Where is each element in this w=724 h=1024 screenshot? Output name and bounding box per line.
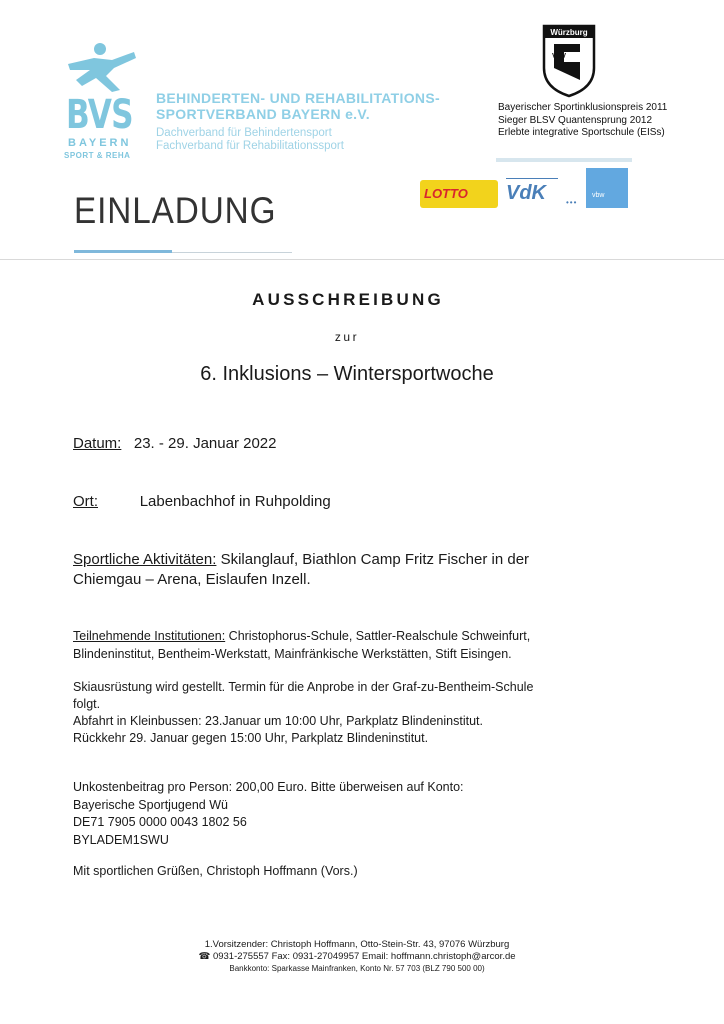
iban: DE71 7905 0000 0043 1802 56 — [73, 815, 247, 829]
institutions-label: Teilnehmende Institutionen: — [73, 629, 226, 643]
vdk-logo-line — [506, 178, 558, 179]
awards-list — [498, 102, 667, 140]
cost-line: Unkostenbeitrag pro Person: 200,00 Euro. Bitte überweisen auf Konto: — [73, 780, 464, 794]
org-name-line2: SPORTVERBAND BAYERN e.V. — [156, 106, 370, 122]
location-row — [73, 493, 331, 510]
bvs-logo-bayern: BAYERN — [68, 137, 132, 149]
bvs-logo-letters: BVS — [66, 92, 133, 138]
activities-value-cont: Chiemgau – Arena, Eislaufen Inzell. — [73, 571, 311, 588]
bvs-athlete-logo-icon — [60, 42, 140, 94]
bic: BYLADEM1SWU — [73, 832, 169, 847]
organization-name — [156, 90, 496, 122]
accent-bar-gray — [172, 252, 292, 253]
return-line: Rückkehr 29. Januar gegen 15:00 Uhr, Parkplatz Blindeninstitut. — [73, 731, 429, 745]
organization-subtitle — [156, 127, 344, 153]
footer-line2: ☎ 0931-275557 Fax: 0931-27049957 Email: hoffmann.christoph@arcor.de — [198, 951, 516, 962]
cost-paragraph — [73, 779, 633, 849]
document-zur: zur — [334, 330, 360, 344]
award-item: Sieger BLSV Quantensprung 2012 — [498, 114, 652, 126]
ski-equipment-line: Skiausrüstung wird gestellt. Termin für die Anprobe in der Graf-zu-Bentheim-Schule — [73, 680, 534, 694]
vdk-dots-icon: ••• — [566, 198, 578, 207]
header-separator — [0, 259, 724, 260]
crest-label: Würzburg — [550, 28, 588, 37]
date-value: 23. - 29. Januar 2022 — [133, 435, 277, 452]
vbw-logo-text: vbw — [592, 192, 605, 199]
lotto-logo-text: LOTTO — [424, 186, 468, 201]
org-sub-line1: Dachverband für Behindertensport — [156, 127, 332, 139]
org-name-line1: BEHINDERTEN- UND REHABILITATIONS- — [156, 90, 440, 106]
greeting-signature: Mit sportlichen Grüßen, Christoph Hoffmann (Vors.) — [73, 864, 358, 878]
activities-paragraph — [73, 550, 633, 590]
wuerzburg-crest-icon — [540, 22, 598, 98]
vbw-logo — [586, 168, 628, 208]
logistics-paragraph — [73, 679, 633, 747]
activities-value: Skilanglauf, Biathlon Camp Fritz Fischer in der — [216, 551, 530, 568]
bvs-logo-sport: SPORT & REHA — [64, 151, 131, 160]
institutions-value: Christophorus-Schule, Sattler-Realschule Schweinfurt, — [225, 629, 531, 643]
crest-letters: VSV — [552, 53, 567, 60]
institutions-value-cont: Blindeninstitut, Bentheim-Werkstatt, Mainfränkische Werkstätten, Stift Eisingen. — [73, 647, 512, 661]
location-value: Labenbachhof in Ruhpolding — [139, 493, 331, 510]
footer-line3: Bankkonto: Sparkasse Mainfranken, Konto Nr. 57 703 (BLZ 790 500 00) — [229, 964, 485, 973]
ski-equipment-line-cont: folgt. — [73, 697, 101, 711]
activities-label: Sportliche Aktivitäten: — [73, 551, 217, 568]
award-item: Erlebte integrative Sportschule (EISs) — [498, 127, 665, 138]
departure-line: Abfahrt in Kleinbussen: 23.Januar um 10:00 Uhr, Parkplatz Blindeninstitut. — [73, 714, 483, 728]
event-title: 6. Inklusions – Wintersportwoche — [200, 363, 494, 385]
award-item: Bayerischer Sportinklusionspreis 2011 — [498, 102, 668, 113]
institutions-paragraph — [73, 627, 633, 663]
document-title: AUSSCHREIBUNG — [252, 290, 444, 309]
date-row — [73, 435, 276, 452]
account-holder: Bayerische Sportjugend Wü — [73, 797, 228, 812]
accent-bar — [74, 250, 172, 253]
footer-contact — [0, 939, 714, 975]
location-label: Ort: — [73, 493, 98, 510]
einladung-heading: EINLADUNG — [74, 190, 277, 231]
org-sub-line2: Fachverband für Rehabilitationssport — [156, 140, 344, 152]
footer-line1: 1.Vorsitzender: Christoph Hoffmann, Otto-Stein-Str. 43, 97076 Würzburg — [204, 939, 510, 950]
vdk-logo-text: VdK — [506, 182, 546, 204]
sponsor-caption-line — [496, 158, 632, 162]
date-label: Datum: — [73, 435, 122, 452]
